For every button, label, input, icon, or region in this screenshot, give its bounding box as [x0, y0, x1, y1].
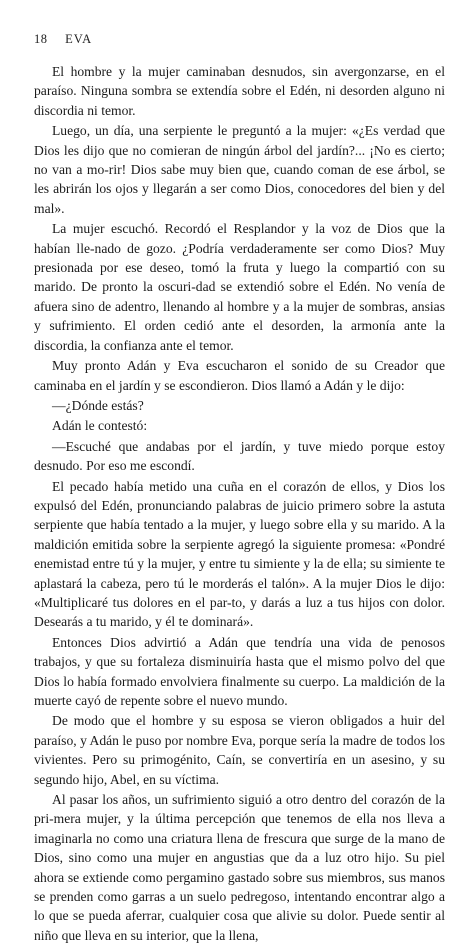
- dialogue-line: —¿Dónde estás?: [52, 397, 144, 413]
- paragraph: El hombre y la mujer caminaban desnudos, sin avergonzarse, en el paraíso. Ninguna sombra se extendía sobre el Edén, ni desorden alguno ni discordia ni temor.: [34, 64, 445, 118]
- paragraph: Adán le contestó:: [52, 418, 148, 434]
- paragraph: Luego, un día, una serpiente le preguntó a la mujer: «¿Es verdad que Dios les dijo que no comieran de ningún árbol del jardín?... ¡No es cierto; no van a mo-rir! Dios sabe muy bien que, cuando coman de ese árbol, se les abrirán los ojos y llegarán a ser como Dios, conocedores del bien y del mal».: [34, 123, 445, 216]
- dialogue-line: —Escuché que andabas por el jardín, y tuve miedo porque estoy desnudo. Por eso me escondí.: [34, 438, 445, 474]
- paragraph: La mujer escuchó. Recordó el Resplandor y la voz de Dios que la habían lle-nado de gozo. ¿Podría verdaderamente ser como Dios? Muy presionada por ese deseo, tomó la fruta y luego la compartió con su marido. De pronto la oscuri-dad se extendió sobre el Edén. No venía de afuera sino de adentro, llenando al hombre y a la mujer de sombras, ansias y sufrimiento. El orden cedió ante el desorden, la armonía ante la discordia, la confianza ante el temor.: [34, 221, 445, 353]
- body-text: [34, 62, 445, 946]
- running-head: [34, 32, 92, 47]
- page-number: 18: [34, 32, 48, 46]
- paragraph: El pecado había metido una cuña en el corazón de ellos, y Dios los expulsó del Edén, pronunciando palabras de juicio primero sobre la astuta serpiente que había tentado a la mujer, y luego sobre ella y su marido. A la maldición emitida sobre la serpiente agregó la siguiente promesa: «Pondré enemistad entre tú y la mujer, y entre tu simiente y la de ella; su simiente te aplastará la cabeza, pero tú le morderás el talón». A la mujer Dios le dijo: «Multiplicaré tus dolores en el par-to, y darás a luz a tus hijos con dolor. Desearás a tu marido, y él te dominará».: [34, 478, 445, 630]
- book-title: EVA: [65, 32, 93, 46]
- paragraph: Al pasar los años, un sufrimiento siguió a otro dentro del corazón de la pri-mera mujer, y la última percepción que tenemos de ella nos lleva a imaginarla no como una criatura llena de frescura que surge de la mano de Dios, sino como una mujer en angustias que da a luz otro hijo. Su piel ahora se extiende como pergamino gastado sobre sus miembros, sus manos se prenden como garras a un suelo pedregoso, intentando encontrar algo a lo que se pueda aferrar, cualquier cosa que alivie su dolor. Puede sentir al niño que lleva en su interior, que la llena,: [34, 792, 445, 943]
- paragraph: Muy pronto Adán y Eva escucharon el sonido de su Creador que caminaba en el jardín y se escondieron. Dios llamó a Adán y le dijo:: [34, 358, 445, 393]
- paragraph: De modo que el hombre y su esposa se vieron obligados a huir del paraíso, y Adán le puso por nombre Eva, porque sería la madre de todos los vivientes. Pero su primogénito, Caín, se convertiría en un asesino, y su segundo hijo, Abel, en su víctima.: [34, 713, 445, 787]
- paragraph: Entonces Dios advirtió a Adán que tendría una vida de penosos trabajos, y que su fortaleza disminuiría hasta que el mismo polvo del que Dios lo había formado envolviera finalmente su cuerpo. La maldición de la muerte cayó de repente sobre el nuevo mundo.: [34, 634, 445, 708]
